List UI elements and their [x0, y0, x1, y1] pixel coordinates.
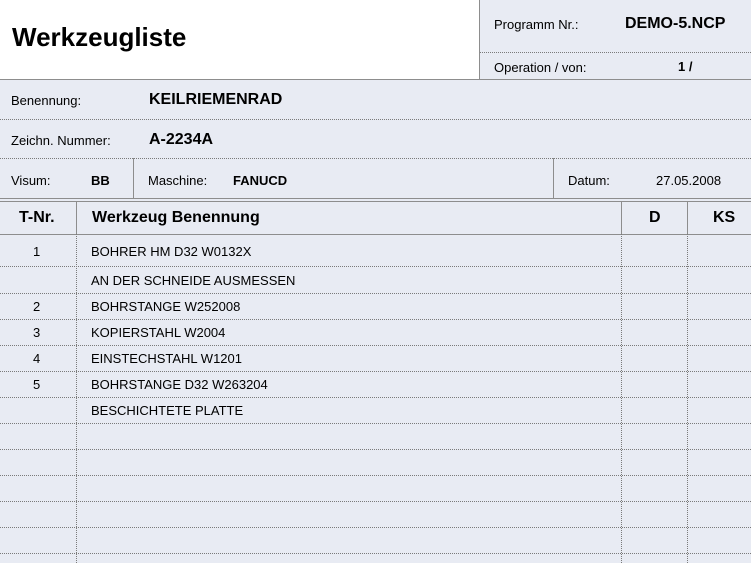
zeichn-value: A-2234A — [149, 131, 214, 148]
column-header-ks: KS — [713, 209, 736, 226]
divider — [0, 319, 751, 320]
title-box — [0, 0, 480, 79]
operation-value: 1 / — [678, 59, 693, 74]
divider — [0, 201, 751, 202]
divider — [0, 266, 751, 267]
divider — [621, 234, 622, 563]
divider — [687, 201, 688, 234]
divider — [0, 79, 751, 80]
datum-label: Datum: — [568, 173, 610, 188]
row-name: AN DER SCHNEIDE AUSMESSEN — [91, 273, 296, 288]
row-tnr: 4 — [33, 351, 41, 366]
divider — [0, 198, 751, 199]
divider — [0, 158, 751, 159]
column-header-name: Werkzeug Benennung — [92, 209, 260, 226]
divider — [687, 234, 688, 563]
divider — [0, 475, 751, 476]
divider — [0, 553, 751, 554]
datum-value: 27.05.2008 — [656, 173, 722, 188]
benennung-label: Benennung: — [11, 93, 82, 108]
program-value: DEMO-5.NCP — [625, 15, 726, 32]
divider — [0, 345, 751, 346]
visum-value: BB — [91, 173, 110, 188]
divider — [76, 201, 77, 234]
divider — [0, 423, 751, 424]
divider — [0, 527, 751, 528]
divider — [0, 371, 751, 372]
divider — [76, 234, 77, 563]
divider — [480, 52, 751, 53]
row-name: BESCHICHTETE PLATTE — [91, 403, 244, 418]
divider — [0, 119, 751, 120]
row-name: BOHRSTANGE W252008 — [91, 299, 241, 314]
benennung-value: KEILRIEMENRAD — [149, 91, 283, 108]
row-name: BOHRSTANGE D32 W263204 — [91, 377, 268, 392]
column-header-tnr: T-Nr. — [19, 209, 55, 226]
row-tnr: 1 — [33, 244, 41, 259]
divider — [0, 501, 751, 502]
operation-label: Operation / von: — [494, 60, 587, 75]
divider — [133, 158, 134, 199]
zeichn-label: Zeichn. Nummer: — [11, 133, 111, 148]
visum-label: Visum: — [11, 173, 51, 188]
maschine-label: Maschine: — [148, 173, 208, 188]
row-name: KOPIERSTAHL W2004 — [91, 325, 226, 340]
row-name: BOHRER HM D32 W0132X — [91, 244, 252, 259]
divider — [0, 234, 751, 235]
divider — [553, 158, 554, 199]
divider — [0, 397, 751, 398]
row-tnr: 3 — [33, 325, 41, 340]
column-header-d: D — [649, 209, 661, 226]
row-name: EINSTECHSTAHL W1201 — [91, 351, 242, 366]
page-title: Werkzeugliste — [12, 22, 187, 52]
row-tnr: 2 — [33, 299, 41, 314]
program-label: Programm Nr.: — [494, 17, 579, 32]
divider — [0, 293, 751, 294]
divider — [0, 449, 751, 450]
maschine-value: FANUCD — [233, 173, 288, 188]
divider — [621, 201, 622, 234]
program-header — [480, 0, 751, 79]
row-tnr: 5 — [33, 377, 41, 392]
